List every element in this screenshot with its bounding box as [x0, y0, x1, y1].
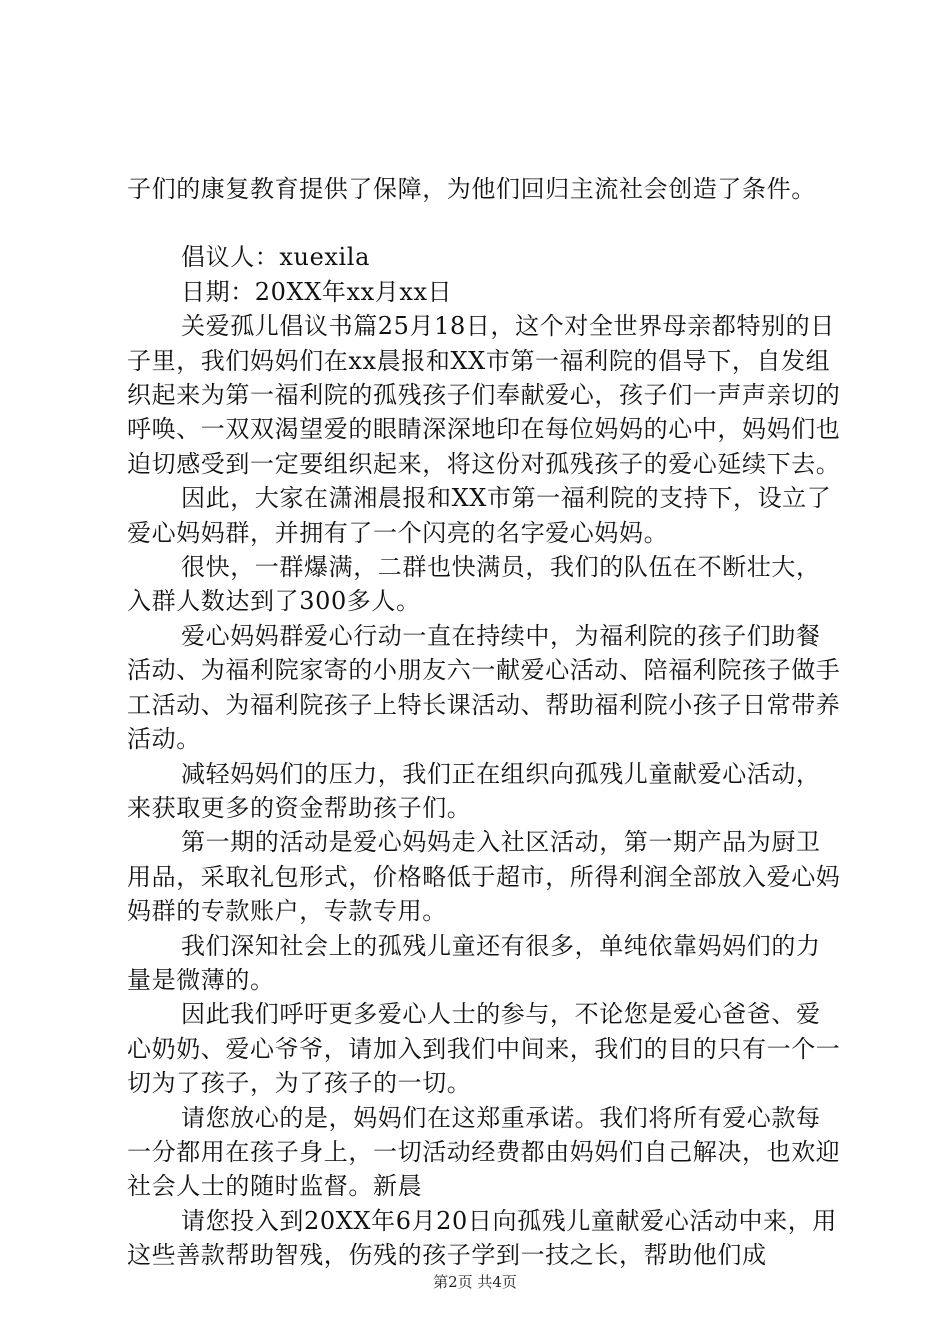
paragraph: 减轻妈妈们的压力，我们正在组织向孤残儿童献爱心活动，来获取更多的资金帮助孩子们。: [127, 759, 821, 822]
paragraph: 关爱孤儿倡议书篇25月18日，这个对全世界母亲都特别的日子里，我们妈妈们在xx晨报和XX市第一福利院的倡导下，自发组织起来为第一福利院的孤残孩子们奉献爱心，孩子们一声声亲切的呼唤、一双双渴望爱的眼睛深深地印在每位妈妈的心中，妈妈们也迫切感受到一定要组织起来，将这份对孤残孩子的爱心延续下去。: [127, 312, 841, 478]
paragraph: 我们深知社会上的孤残儿童还有很多，单纯依靠妈妈们的力量是微薄的。: [127, 931, 821, 994]
page-number-footer: 第2页 共4页: [433, 1273, 517, 1291]
paragraph: 第一期的活动是爱心妈妈走入社区活动，第一期产品为厨卫用品，采取礼包形式，价格略低于超市，所得利润全部放入爱心妈妈群的专款账户，专款专用。: [127, 828, 841, 926]
paragraph: 请您放心的是，妈妈们在这郑重承诺。我们将所有爱心款每一分都用在孩子身上，一切活动经费都由妈妈们自己解决，也欢迎社会人士的随时监督。新晨: [127, 1103, 841, 1201]
continuation-paragraph: 子们的康复教育提供了保障，为他们回归主流社会创造了条件。: [127, 175, 816, 203]
paragraph: 因此，大家在潇湘晨报和XX市第一福利院的支持下，设立了爱心妈妈群，并拥有了一个闪亮的名字爱心妈妈。: [127, 484, 832, 547]
paragraph: 很快，一群爆满，二群也快满员，我们的队伍在不断壮大，入群人数达到了300多人。: [127, 553, 821, 616]
paragraph: 因此我们呼吁更多爱心人士的参与，不论您是爱心爸爸、爱心奶奶、爱心爷爷，请加入到我们中间来，我们的目的只有一个一切为了孩子，为了孩子的一切。: [127, 1000, 841, 1098]
date-line: 日期：20XX年xx月xx日: [181, 277, 453, 306]
proposer-line: 倡议人：xuexila: [181, 243, 370, 272]
paragraph: 请您投入到20XX年6月20日向孤残儿童献爱心活动中来，用这些善款帮助智残，伤残的孩子学到一技之长，帮助他们成: [127, 1206, 837, 1270]
document-body: [127, 172, 842, 1273]
paragraph: 爱心妈妈群爱心行动一直在持续中，为福利院的孩子们助餐活动、为福利院家寄的小朋友六一献爱心活动、陪福利院孩子做手工活动、为福利院孩子上特长课活动、帮助福利院小孩子日常带养活动。: [127, 621, 841, 754]
